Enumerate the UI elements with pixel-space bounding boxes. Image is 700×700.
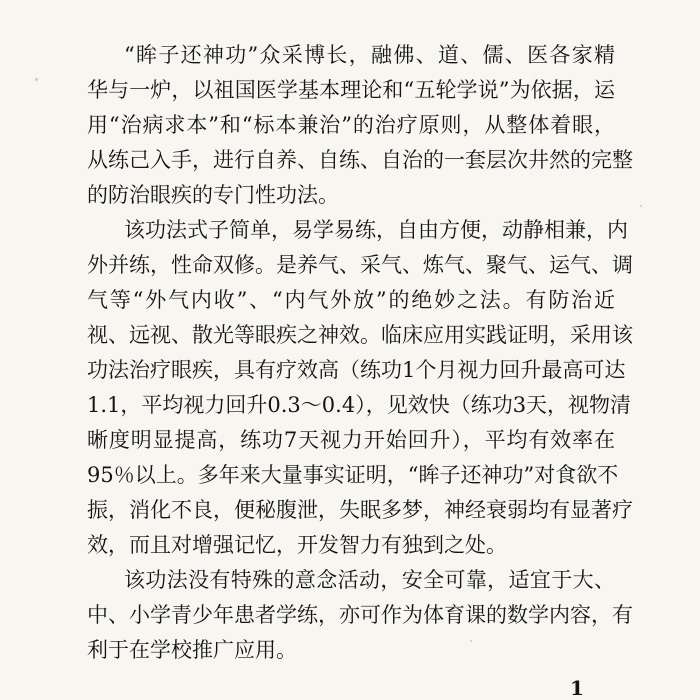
paragraph-line: 效，而且对增强记忆，开发智力有独到之处。 [87, 533, 507, 557]
scan-speck [640, 205, 642, 207]
paragraph-line: “眸子还神功”众采博长，融佛、道、儒、医各家精 [124, 43, 615, 67]
paragraph-line: 利于在学校推广应用。 [87, 638, 297, 662]
page-number: 1 [570, 676, 584, 700]
paragraph-line: 的防治眼疾的专门性功法。 [87, 183, 339, 207]
paragraph-line: 该功法没有特殊的意念活动，安全可靠，适宜于大、 [124, 568, 615, 592]
paragraph-line: 该功法式子简单，易学易练，自由方便，动静相兼，内 [124, 218, 628, 242]
paragraph-line: 功法治疗眼疾，具有疗效高（练功1个月视力回升最高可达 [87, 358, 626, 382]
paragraph-2 [87, 213, 633, 563]
paragraph-line: 气等“外气内收”、“内气外放”的绝妙之法。有防治近 [87, 288, 615, 312]
paragraph-3 [87, 563, 633, 668]
scan-speck [35, 78, 38, 81]
paragraph-line: 晰度明显提高，练功7天视力开始回升），平均有效率在 [87, 428, 615, 452]
paragraph-line: 1.1，平均视力回升0.3～0.4），见效快（练功3天，视物清 [87, 393, 632, 417]
paragraph-line: 华与一炉，以祖国医学基本理论和“五轮学说”为依据，运 [87, 78, 615, 102]
paragraph-line: 外并练，性命双修。是养气、采气、炼气、聚气、运气、调 [87, 253, 633, 277]
paragraph-1 [87, 38, 633, 213]
paragraph-line: 用“治病求本”和“标本兼治”的治疗原则，从整体着眼， [87, 113, 615, 137]
scan-speck [210, 612, 212, 615]
paragraph-line: 中、小学青少年患者学练，亦可作为体育课的数学内容，有 [87, 603, 633, 627]
paragraph-line: 从练己入手，进行自养、自练、自治的一套层次井然的完整 [87, 148, 633, 172]
scan-speck [470, 640, 472, 642]
body-text [87, 38, 633, 668]
paragraph-line: 95％以上。多年来大量事实证明，“眸子还神功”对食欲不 [87, 463, 619, 487]
paragraph-line: 振，消化不良，便秘腹泄，失眠多梦，神经衰弱均有显著疗 [87, 498, 633, 522]
paragraph-line: 视、远视、散光等眼疾之神效。临床应用实践证明，采用该 [87, 323, 633, 347]
